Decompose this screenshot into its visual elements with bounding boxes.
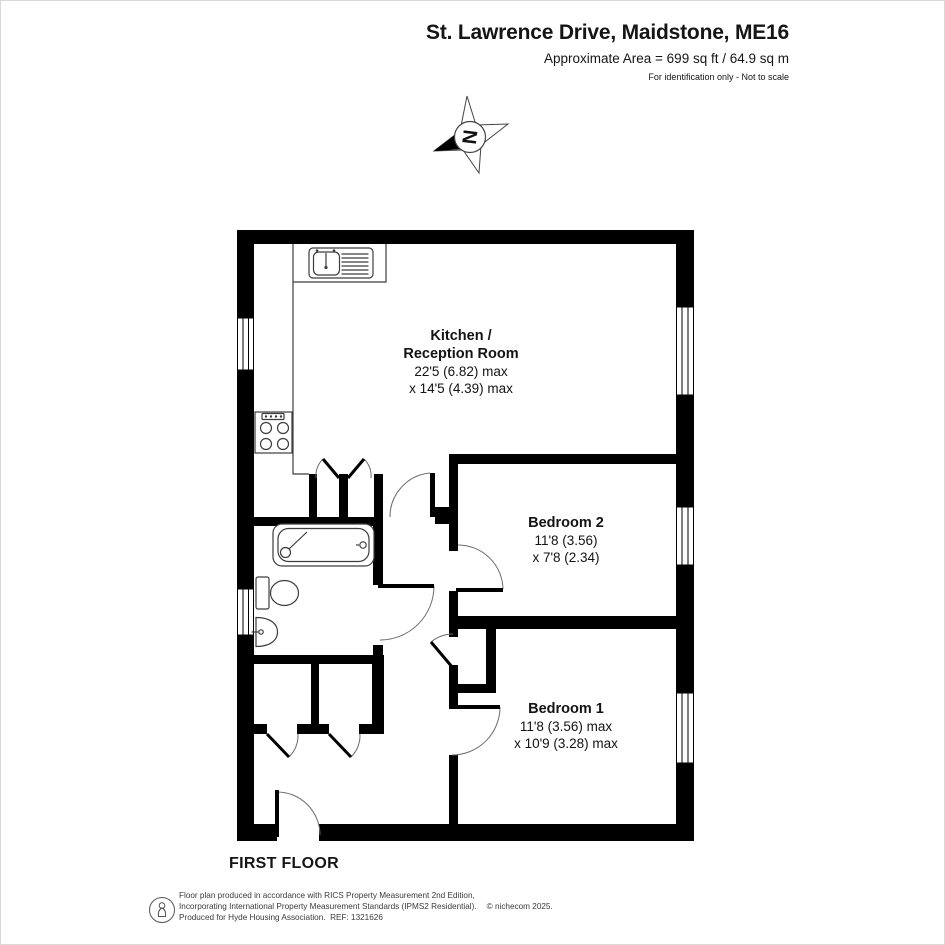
wall-bottom-right [319,824,694,841]
header [426,20,789,82]
wall-top [237,230,694,244]
wall-bed2-bed1 [449,616,679,629]
footer-text [179,891,553,923]
floor-title: FIRST FLOOR [229,855,339,872]
kitchen-double-door-a-leaf [323,459,339,478]
wall-bath-bottom [254,655,384,664]
hob-icon [255,412,292,453]
footer-line2-row [179,902,553,913]
wall-cupboard-stub-top [449,629,458,637]
sink-icon [309,248,373,278]
entrance-door-leaf [275,790,279,837]
bathroom-door-arc [380,586,434,640]
storage1-door-leaf [267,734,289,757]
interior-walls [254,454,694,824]
bedroom2-label [456,514,676,566]
wall-cupboard-bottom [449,684,496,693]
footer-line3: Produced for Hyde Housing Association. REF: 1321626 [179,912,383,922]
bedroom2-dimensions-line1: 11'8 (3.56) [534,533,598,548]
bathtub-icon [273,524,374,566]
wall-right-4 [676,763,694,841]
kitchen-dimensions-line1: 22'5 (6.82) max [414,364,508,379]
wall-kitchen-post-right [374,474,383,518]
kitchen-door-arc [390,473,430,517]
window-kitchen-left [238,318,254,370]
wall-left-2 [237,370,254,589]
window-bathroom-left [238,589,254,635]
approximate-area: Approximate Area = 699 sq ft / 64.9 sq m [543,51,789,66]
storage2-door-leaf [329,734,351,757]
storage2-door-arc [351,734,360,757]
bedroom1-name: Bedroom 1 [528,701,604,717]
bedroom1-dimensions-line1: 11'8 (3.56) max [519,719,613,734]
kitchen-door-leaf [430,473,435,517]
window-bedroom1-right [677,693,694,763]
kitchen-name-line1: Kitchen / [430,328,492,344]
airing-cupboard-door-leaf [431,642,453,668]
bedroom2-dimensions-line2: x 7'8 (2.34) [532,550,600,565]
wall-kitchen-post-mid [339,474,348,518]
wall-storage-right [372,664,384,734]
toilet-icon [256,577,299,609]
wall-kitchen-bed2 [449,454,694,464]
nichecom-logo-icon [147,895,177,925]
wall-bed1-left-lower [449,755,458,824]
wall-cupboard-stub-bottom [449,665,458,684]
compass-letter: N [457,128,481,146]
footer-line2: Incorporating International Property Measurement Standards (IPMS2 Residential). [179,901,477,911]
kitchen-double-door-b-leaf [348,459,364,478]
wall-storage-divider [311,664,319,734]
wall-left-1 [237,230,254,318]
wall-cupboard-right [486,629,496,693]
wall-hall-nub [435,507,449,524]
bedroom1-label [456,700,676,752]
bathroom-fixtures [252,524,375,647]
floorplan-drawing [1,1,945,945]
page-title: St. Lawrence Drive, Maidstone, ME16 [426,21,789,44]
disclaimer-note: For identification only - Not to scale [648,72,789,82]
kitchen-label [341,327,581,397]
wall-storage-post-right [359,724,384,734]
bedroom2-door-leaf [456,588,503,592]
compass-rose-icon [434,96,508,173]
wall-right-2 [676,395,694,507]
bathroom-door-leaf [378,584,434,588]
counter-run [293,282,309,474]
bedroom2-name: Bedroom 2 [528,515,604,531]
footer-line1: Floor plan produced in accordance with RICS Property Measurement 2nd Edition, [179,891,475,900]
kitchen-double-door-b-arc [364,459,371,478]
kitchen-name-line2: Reception Room [403,346,519,362]
wall-storage-post-left [254,724,267,734]
wall-right-1 [676,230,694,307]
wall-kitchen-post-left [309,474,317,518]
entrance-door-arc [277,792,320,835]
wall-left-3 [237,635,254,841]
storage1-door-arc [289,734,298,757]
kitchen-dimensions-line2: x 14'5 (4.39) max [409,381,513,396]
bedroom1-dimensions-line2: x 10'9 (3.28) max [514,736,618,751]
footer-copyright: © nichecom 2025. [486,901,553,911]
window-bedroom2-right [677,507,694,565]
wall-storage-post-mid [297,724,329,734]
basin-icon [252,618,278,647]
window-kitchen-right [677,307,694,395]
